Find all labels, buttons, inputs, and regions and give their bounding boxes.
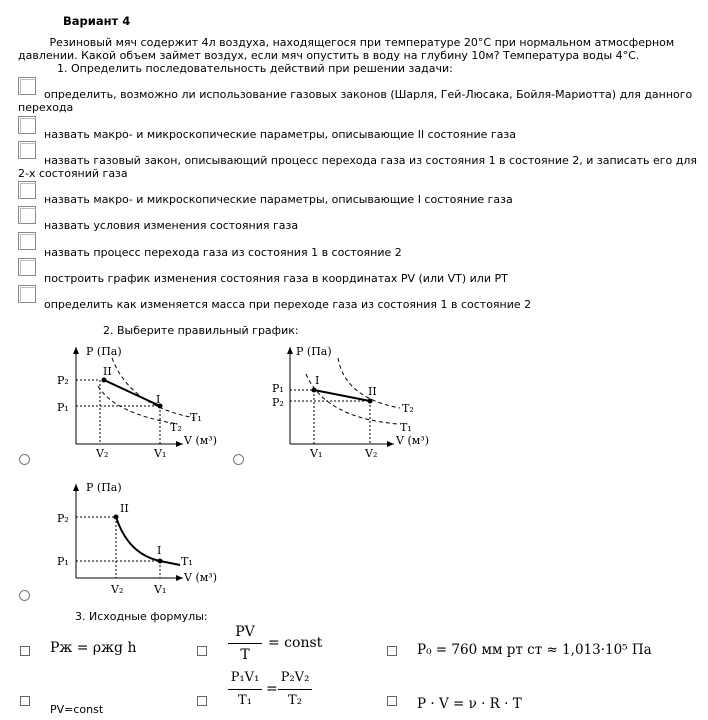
- formula-5-checkbox[interactable]: [197, 696, 207, 706]
- formula-3: P₀ = 760 мм рт ст ≈ 1,013·10⁵ Па: [417, 642, 652, 658]
- formula-5: P₁V₁ T₁ = P₂V₂ T₂: [228, 670, 348, 718]
- graph-c-radio[interactable]: [19, 590, 30, 601]
- graph-b-v-label: V (м³): [396, 434, 429, 447]
- graph-c-t1: T₁: [181, 555, 193, 568]
- graph-b-v1: V₁: [310, 447, 323, 460]
- option-1-label: определить, возможно ли использование газовых законов (Шарля, Гей-Люсака, Бойля-Мариотта) для данного перехода: [18, 88, 693, 114]
- graph-b-t2: T₂: [402, 402, 414, 415]
- graph-a-v1: V₁: [154, 447, 167, 460]
- graph-c-p1: P₁: [57, 555, 69, 568]
- graph-a-p-label: P (Па): [86, 345, 122, 358]
- graph-a-v-label: V (м³): [184, 434, 217, 447]
- option-5-label: назвать условия изменения состояния газа: [44, 219, 299, 232]
- graph-c-v-label: V (м³): [184, 571, 217, 584]
- option-4-label: назвать макро- и микроскопические параметры, описывающие I состояние газа: [44, 193, 513, 206]
- formula-3-checkbox[interactable]: [387, 646, 397, 656]
- graph-b-state2: II: [368, 385, 377, 398]
- graph-a: [57, 345, 217, 460]
- graph-c-v2: V₂: [111, 583, 124, 596]
- option-7-label: построить график изменения состояния газа в координатах PV (или VT) или PT: [44, 272, 508, 285]
- formula-5-right-denominator: T₂: [288, 693, 302, 708]
- formula-1-checkbox[interactable]: [20, 646, 30, 656]
- graph-b-p2: P₂: [272, 396, 284, 409]
- graph-b-p-label: P (Па): [296, 345, 332, 358]
- graph-b-t1: T₁: [400, 421, 412, 434]
- graph-b: [272, 345, 429, 460]
- graph-c-p2: P₂: [57, 512, 69, 525]
- question-3: 3. Исходные формулы:: [75, 610, 208, 623]
- formula-2: [228, 624, 338, 666]
- formula-1: Pж = ρжg h: [50, 640, 137, 656]
- formula-4: PV=const: [50, 703, 104, 716]
- graph-a-t1: T₁: [190, 411, 202, 424]
- graph-b-v2: V₂: [365, 447, 378, 460]
- graph-a-state1: I: [156, 393, 161, 406]
- graph-a-p2: P₂: [57, 374, 69, 387]
- graph-a-t2: T₂: [170, 421, 182, 434]
- formula-5-right-numerator: P₂V₂: [280, 670, 310, 685]
- option-3-label: назвать газовый закон, описывающий процесс перехода газа из состояния 1 в состояние 2, и записать его для 2-х состояний газа: [18, 154, 698, 180]
- graph-b-p1: P₁: [272, 382, 284, 395]
- graph-a-radio[interactable]: [19, 454, 30, 465]
- graph-c-process-line: [116, 517, 180, 565]
- graph-c-state1: I: [157, 544, 162, 557]
- graph-a-process-line: [104, 380, 160, 406]
- graph-c: [57, 481, 217, 596]
- formula-4-checkbox[interactable]: [20, 696, 30, 706]
- task-text: Резиновый мяч содержит 4л воздуха, находящегося при температуре 20°C при нормальном атмосферном давлении. Какой объем займет воздух, если мяч опустить в воду на глубину 10м? Температура воды 4°C.: [18, 36, 675, 62]
- option-2-label: назвать макро- и микроскопические параметры, описывающие II состояние газа: [44, 128, 516, 141]
- graph-b-state1: I: [315, 374, 320, 387]
- option-8-label: определить как изменяется масса при переходе газа из состояния 1 в состояние 2: [44, 298, 532, 311]
- question-1: 1. Определить последовательность действий при решении задачи:: [57, 62, 453, 75]
- graphs-area: [0, 336, 708, 606]
- graph-b-radio[interactable]: [233, 454, 244, 465]
- formula-2-checkbox[interactable]: [197, 646, 207, 656]
- formula-2-rhs: = const: [268, 635, 323, 651]
- option-6-label: назвать процесс перехода газа из состояния 1 в состояние 2: [44, 246, 402, 259]
- question-2: 2. Выберите правильный график:: [103, 324, 299, 337]
- graph-a-v2: V₂: [96, 447, 109, 460]
- formula-5-left-numerator: P₁V₁: [230, 670, 260, 685]
- graph-a-state2: II: [103, 365, 112, 378]
- formula-2-denominator: T: [240, 647, 250, 663]
- formula-6: P · V = ν · R · T: [417, 696, 522, 712]
- graph-a-p1: P₁: [57, 401, 69, 414]
- variant-title: Вариант 4: [63, 14, 131, 28]
- graph-c-p-label: P (Па): [86, 481, 122, 494]
- formula-6-checkbox[interactable]: [387, 696, 397, 706]
- formula-5-left-denominator: T₁: [238, 693, 252, 708]
- formula-2-numerator: PV: [235, 624, 255, 640]
- graph-c-state2: II: [120, 502, 129, 515]
- graph-c-v1: V₁: [154, 583, 167, 596]
- graph-b-process-line: [314, 390, 370, 401]
